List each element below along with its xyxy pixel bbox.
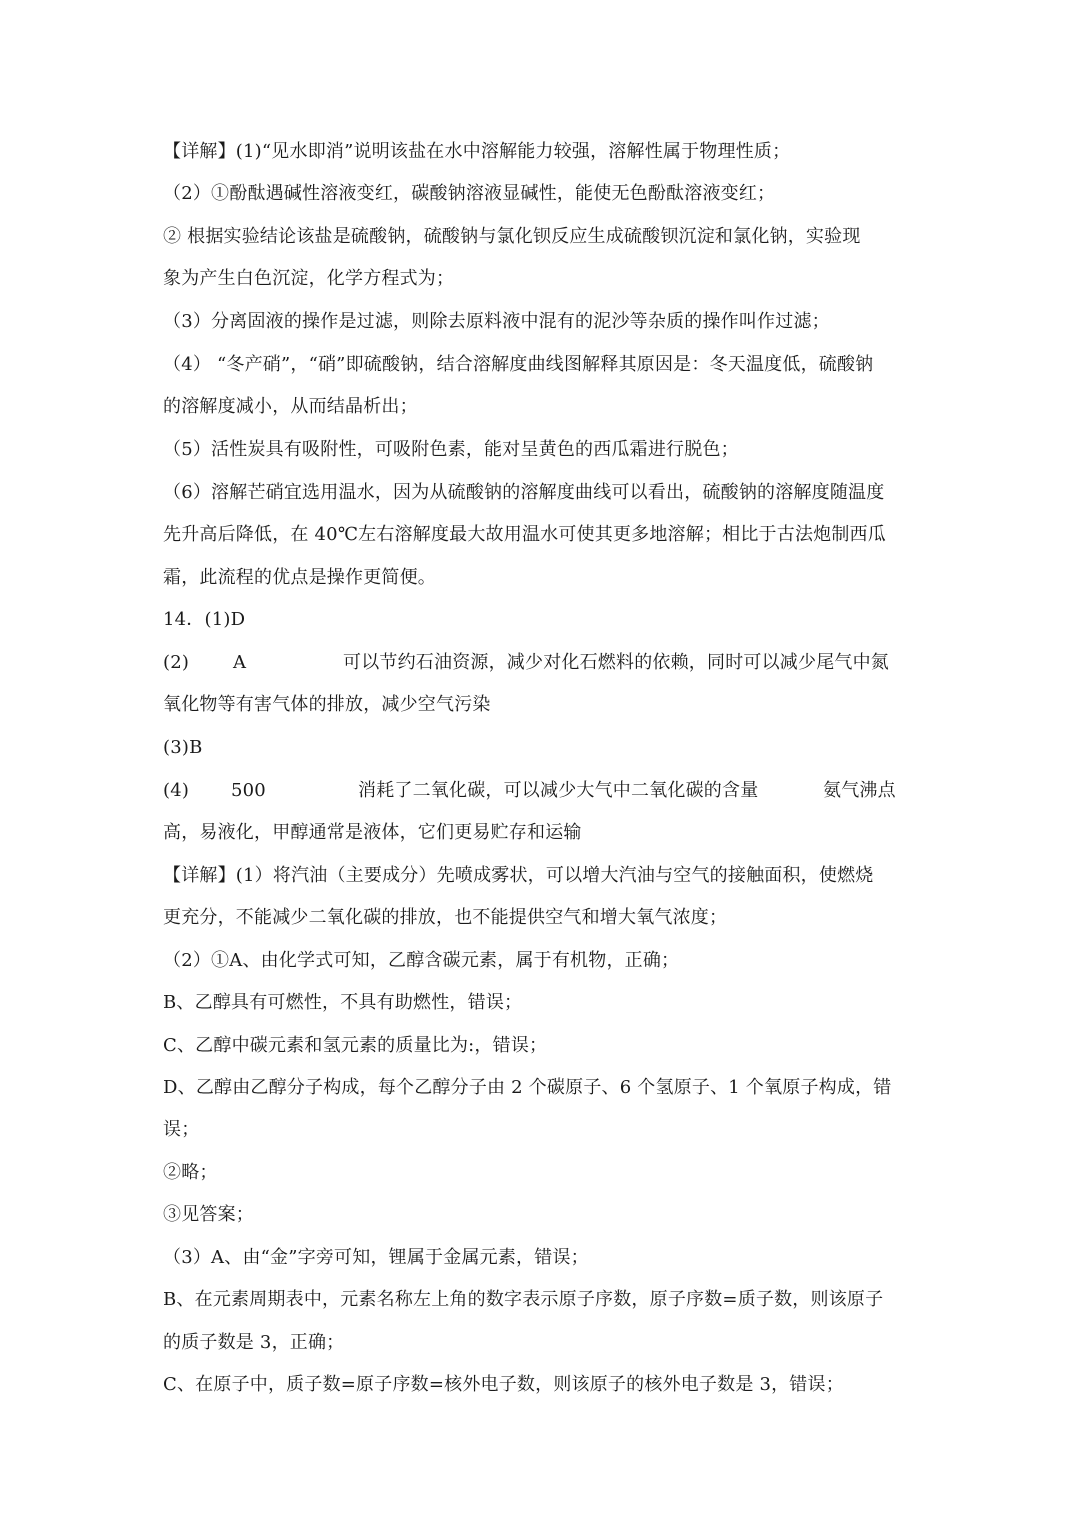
text-line: C、乙醇中碳元素和氢元素的质量比为:，错误； — [163, 1035, 548, 1056]
text-line: （5）活性炭具有吸附性，可吸附色素，能对呈黄色的西瓜霜进行脱色； — [163, 439, 739, 460]
text-line: （4） “冬产硝”，“硝”即硫酸钠，结合溶解度曲线图解释其原因是：冬天温度低，硫酸钠 — [163, 354, 874, 375]
text-line: 先升高后降低，在 40℃左右溶解度最大故用温水可使其更多地溶解；相比于古法炮制西瓜 — [163, 524, 886, 545]
answer-extra: 氨气沸点 — [823, 780, 896, 801]
text-line: （3）A、由“金”字旁可知，锂属于金属元素，错误； — [163, 1247, 589, 1268]
text-line: 的溶解度减小，从而结晶析出； — [163, 396, 418, 417]
answer-choice: A — [233, 652, 247, 673]
answer-reason: 可以节约石油资源，减少对化石燃料的依赖，同时可以减少尾气中氮 — [343, 652, 889, 673]
text-line: 误； — [163, 1119, 200, 1140]
text-line: 象为产生白色沉淀，化学方程式为； — [163, 268, 455, 289]
text-line: 氧化物等有害气体的排放，减少空气污染 — [163, 694, 491, 715]
answer-number: (4) — [163, 780, 190, 801]
question-14-answer-3: (3)B — [163, 737, 203, 758]
text-line: ②略； — [163, 1162, 218, 1183]
text-line: 高，易液化，甲醇通常是液体，它们更易贮存和运输 — [163, 822, 582, 843]
text-line: （2）①A、由化学式可知，乙醇含碳元素，属于有机物，正确； — [163, 950, 680, 971]
text-line: 【详解】(1)“见水即消”说明该盐在水中溶解能力较强，溶解性属于物理性质； — [163, 141, 791, 162]
answer-value: 500 — [231, 780, 266, 801]
text-line: 更充分，不能减少二氧化碳的排放，也不能提供空气和增大氧气浓度； — [163, 907, 728, 928]
text-line: 的质子数是 3，正确； — [163, 1332, 345, 1353]
text-line: 【详解】(1）将汽油（主要成分）先喷成雾状，可以增大汽油与空气的接触面积，使燃烧 — [163, 865, 874, 886]
answer-number: (2) — [163, 652, 190, 673]
text-line: （3）分离固液的操作是过滤，则除去原料液中混有的泥沙等杂质的操作叫作过滤； — [163, 311, 830, 332]
text-line: ③见答案； — [163, 1204, 254, 1225]
text-line: D、乙醇由乙醇分子构成，每个乙醇分子由 2 个碳原子、6 个氢原子、1 个氧原子构成，错 — [163, 1077, 892, 1098]
text-line: （6）溶解芒硝宜选用温水，因为从硫酸钠的溶解度曲线可以看出，硫酸钠的溶解度随温度 — [163, 482, 885, 503]
text-line: B、在元素周期表中，元素名称左上角的数字表示原子序数，原子序数=质子数，则该原子 — [163, 1289, 884, 1310]
text-line: ② 根据实验结论该盐是硫酸钠，硫酸钠与氯化钡反应生成硫酸钡沉淀和氯化钠，实验现 — [163, 226, 861, 247]
question-14-answer-1: 14．(1)D — [163, 609, 246, 630]
text-line: B、乙醇具有可燃性，不具有助燃性，错误； — [163, 992, 523, 1013]
text-line: 霜，此流程的优点是操作更简便。 — [163, 567, 436, 588]
text-line: C、在原子中，质子数=原子序数=核外电子数，则该原子的核外电子数是 3，错误； — [163, 1374, 844, 1395]
text-line: （2）①酚酞遇碱性溶液变红，碳酸钠溶液显碱性，能使无色酚酞溶液变红； — [163, 183, 776, 204]
answer-reason: 消耗了二氧化碳，可以减少大气中二氧化碳的含量 — [358, 780, 759, 801]
